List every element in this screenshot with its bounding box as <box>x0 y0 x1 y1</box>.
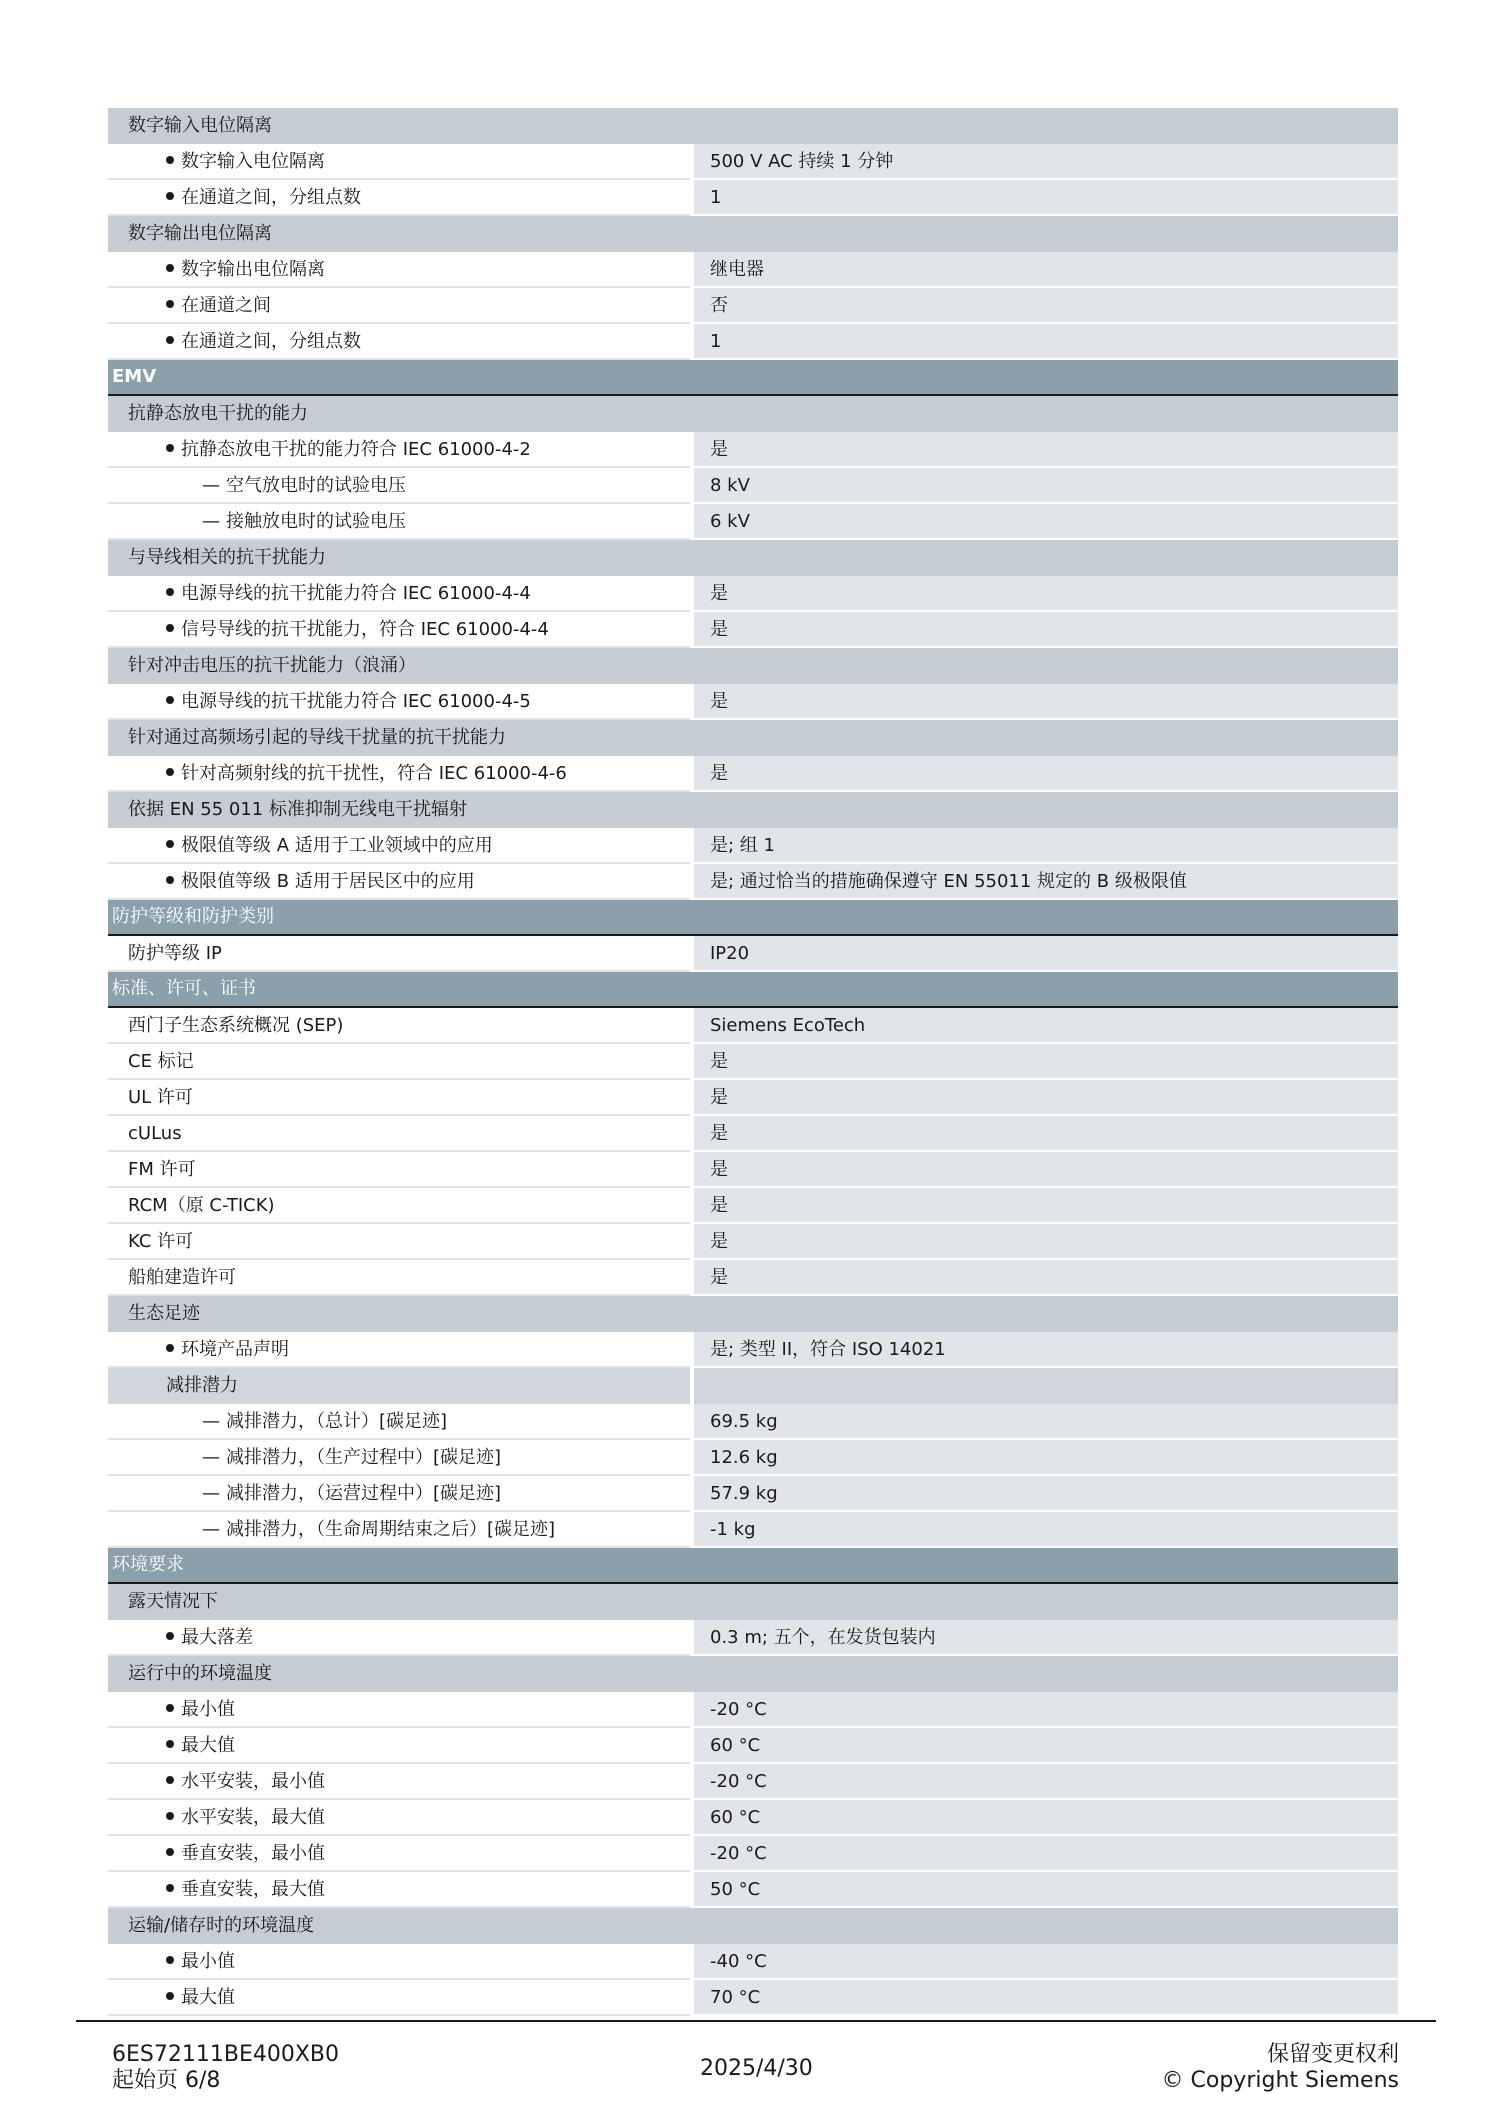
spec-group-row <box>108 1908 1398 1944</box>
spec-label-text: 最大值 <box>181 1735 235 1756</box>
spec-label-text: 接触放电时的试验电压 <box>226 511 406 532</box>
section-header <box>108 1548 1398 1584</box>
spec-row <box>108 1440 1398 1476</box>
spec-value <box>694 1296 1398 1332</box>
spec-label-text: 西门子生态系统概况 (SEP) <box>128 1015 344 1036</box>
spec-label-text: 防护等级 IP <box>128 943 222 964</box>
rights-notice: 保留变更权利 <box>1266 2042 1399 2067</box>
spec-label <box>108 1980 690 2016</box>
spec-label <box>108 252 690 288</box>
bullet-icon <box>166 696 174 704</box>
bullet-icon <box>166 264 174 272</box>
spec-value: 继电器 <box>694 252 1398 288</box>
spec-value: 57.9 kg <box>694 1476 1398 1512</box>
spec-row <box>108 1512 1398 1548</box>
spec-label-text: 最大落差 <box>181 1627 253 1648</box>
spec-label-text: 最小值 <box>181 1951 235 1972</box>
spec-label <box>108 864 690 900</box>
spec-label <box>108 396 690 432</box>
spec-value: 69.5 kg <box>694 1404 1398 1440</box>
spec-value: -1 kg <box>694 1512 1398 1548</box>
spec-group-row <box>108 648 1398 684</box>
spec-label <box>108 180 690 216</box>
spec-table <box>108 108 1398 2016</box>
spec-label <box>108 1260 690 1296</box>
bullet-icon <box>166 1812 174 1820</box>
spec-value: 12.6 kg <box>694 1440 1398 1476</box>
spec-value: 是; 通过恰当的措施确保遵守 EN 55011 规定的 B 级极限值 <box>694 864 1398 900</box>
spec-label <box>108 576 690 612</box>
spec-label-text: 针对高频射线的抗干扰性，符合 IEC 61000-4-6 <box>181 763 567 784</box>
spec-value: 70 °C <box>694 1980 1398 2016</box>
spec-group-row <box>108 216 1398 252</box>
spec-value: 6 kV <box>694 504 1398 540</box>
spec-value: 是 <box>694 1044 1398 1080</box>
spec-label-text: 减排潜力，（运营过程中）[碳足迹] <box>226 1483 502 1504</box>
bullet-icon <box>166 156 174 164</box>
spec-label <box>108 324 690 360</box>
spec-label <box>108 144 690 180</box>
page-indicator: 起始页 6/8 <box>112 2068 221 2093</box>
spec-label <box>108 756 690 792</box>
spec-label-text: 最小值 <box>181 1699 235 1720</box>
spec-group-row <box>108 1296 1398 1332</box>
spec-value: 是 <box>694 1260 1398 1296</box>
spec-label-text: 极限值等级 A 适用于工业领域中的应用 <box>181 835 493 856</box>
spec-label <box>108 1656 690 1692</box>
spec-label <box>108 612 690 648</box>
bullet-icon <box>166 1704 174 1712</box>
spec-label <box>108 1872 690 1908</box>
spec-value: 60 °C <box>694 1800 1398 1836</box>
spec-label-text: 环境产品声明 <box>181 1339 289 1360</box>
spec-label <box>108 828 690 864</box>
spec-value: IP20 <box>694 936 1398 972</box>
spec-label <box>108 540 690 576</box>
spec-row <box>108 1152 1398 1188</box>
spec-value: 是 <box>694 1188 1398 1224</box>
spec-label <box>108 1008 690 1044</box>
spec-value: 是; 类型 II，符合 ISO 14021 <box>694 1332 1398 1368</box>
spec-value: 50 °C <box>694 1872 1398 1908</box>
spec-row <box>108 1764 1398 1800</box>
spec-row <box>108 1224 1398 1260</box>
spec-row <box>108 432 1398 468</box>
spec-row <box>108 1872 1398 1908</box>
bullet-icon <box>166 1848 174 1856</box>
spec-value: -20 °C <box>694 1692 1398 1728</box>
spec-value: 否 <box>694 288 1398 324</box>
spec-value: Siemens EcoTech <box>694 1008 1398 1044</box>
spec-row <box>108 1332 1398 1368</box>
spec-row <box>108 756 1398 792</box>
spec-value: 是 <box>694 756 1398 792</box>
spec-label-text: 数字输入电位隔离 <box>181 151 325 172</box>
spec-value <box>694 396 1398 432</box>
spec-label <box>108 1944 690 1980</box>
spec-value: 8 kV <box>694 468 1398 504</box>
spec-value: 1 <box>694 180 1398 216</box>
spec-value: 0.3 m; 五个，在发货包装内 <box>694 1620 1398 1656</box>
bullet-icon <box>166 1740 174 1748</box>
spec-label-text: UL 许可 <box>128 1087 193 1108</box>
spec-row <box>108 576 1398 612</box>
spec-value: 是; 组 1 <box>694 828 1398 864</box>
spec-label-text: 在通道之间，分组点数 <box>181 187 361 208</box>
spec-label <box>108 1404 690 1440</box>
spec-label <box>108 1188 690 1224</box>
spec-label-text: 空气放电时的试验电压 <box>226 475 406 496</box>
spec-label <box>108 1368 690 1404</box>
section-title: 标准、许可、证书 <box>112 978 256 999</box>
bullet-icon <box>166 840 174 848</box>
dash-icon: — <box>202 1483 220 1504</box>
spec-label-text: 针对冲击电压的抗干扰能力（浪涌） <box>128 655 416 676</box>
spec-label-text: 抗静态放电干扰的能力符合 IEC 61000-4-2 <box>181 439 531 460</box>
spec-label <box>108 648 690 684</box>
spec-label <box>108 1332 690 1368</box>
spec-label-text: 信号导线的抗干扰能力，符合 IEC 61000-4-4 <box>181 619 549 640</box>
spec-label <box>108 684 690 720</box>
spec-label <box>108 1728 690 1764</box>
spec-subgroup-row <box>108 1368 1398 1404</box>
spec-row <box>108 1944 1398 1980</box>
spec-row <box>108 828 1398 864</box>
bullet-icon <box>166 624 174 632</box>
spec-value: -20 °C <box>694 1764 1398 1800</box>
spec-label-text: FM 许可 <box>128 1159 196 1180</box>
spec-group-row <box>108 1584 1398 1620</box>
spec-value: 60 °C <box>694 1728 1398 1764</box>
spec-row <box>108 684 1398 720</box>
spec-value: -20 °C <box>694 1836 1398 1872</box>
spec-row <box>108 1044 1398 1080</box>
spec-label <box>108 1692 690 1728</box>
spec-label <box>108 1044 690 1080</box>
spec-label-text: 数字输出电位隔离 <box>128 223 272 244</box>
spec-group-row <box>108 108 1398 144</box>
spec-label-text: 垂直安装，最大值 <box>181 1879 325 1900</box>
section-title: 环境要求 <box>112 1554 184 1575</box>
footer-date: 2025/4/30 <box>700 2056 813 2081</box>
spec-label <box>108 1800 690 1836</box>
copyright-notice: © Copyright Siemens <box>1161 2068 1399 2093</box>
spec-row <box>108 504 1398 540</box>
spec-label <box>108 1080 690 1116</box>
spec-label-text: 电源导线的抗干扰能力符合 IEC 61000-4-4 <box>181 583 531 604</box>
spec-label <box>108 936 690 972</box>
spec-label-text: 数字输出电位隔离 <box>181 259 325 280</box>
bullet-icon <box>166 1344 174 1352</box>
spec-row <box>108 1404 1398 1440</box>
spec-row <box>108 1188 1398 1224</box>
footer-left <box>112 2042 339 2094</box>
spec-group-row <box>108 1656 1398 1692</box>
spec-label-text: 在通道之间 <box>181 295 271 316</box>
section-header <box>108 900 1398 936</box>
bullet-icon <box>166 1776 174 1784</box>
spec-row <box>108 1116 1398 1152</box>
dash-icon: — <box>202 1519 220 1540</box>
spec-label-text: 依据 EN 55 011 标准抑制无线电干扰辐射 <box>128 799 467 820</box>
spec-value <box>694 648 1398 684</box>
spec-label-text: 数字输入电位隔离 <box>128 115 272 136</box>
spec-value: 是 <box>694 612 1398 648</box>
spec-row <box>108 612 1398 648</box>
spec-label-text: cULus <box>128 1123 182 1144</box>
footer-divider <box>76 2020 1436 2022</box>
footer-right <box>1162 2042 1399 2094</box>
bullet-icon <box>166 1884 174 1892</box>
spec-value <box>694 720 1398 756</box>
spec-label-text: 运行中的环境温度 <box>128 1663 272 1684</box>
spec-value: 是 <box>694 1116 1398 1152</box>
spec-label-text: 与导线相关的抗干扰能力 <box>128 547 326 568</box>
spec-label-text: 船舶建造许可 <box>128 1267 236 1288</box>
spec-group-row <box>108 396 1398 432</box>
spec-label-text: 在通道之间，分组点数 <box>181 331 361 352</box>
bullet-icon <box>166 1632 174 1640</box>
spec-label <box>108 288 690 324</box>
spec-row <box>108 324 1398 360</box>
spec-value: 是 <box>694 576 1398 612</box>
spec-value: 是 <box>694 432 1398 468</box>
spec-label <box>108 1764 690 1800</box>
spec-label <box>108 792 690 828</box>
spec-label <box>108 468 690 504</box>
spec-label <box>108 1908 690 1944</box>
bullet-icon <box>166 1956 174 1964</box>
spec-value <box>694 1584 1398 1620</box>
spec-row <box>108 180 1398 216</box>
spec-label-text: 水平安装，最小值 <box>181 1771 325 1792</box>
bullet-icon <box>166 768 174 776</box>
spec-label <box>108 432 690 468</box>
spec-row <box>108 1836 1398 1872</box>
spec-label-text: KC 许可 <box>128 1231 194 1252</box>
spec-label-text: 极限值等级 B 适用于居民区中的应用 <box>181 871 475 892</box>
spec-label-text: 运输/储存时的环境温度 <box>128 1915 315 1936</box>
spec-value: -40 °C <box>694 1944 1398 1980</box>
dash-icon: — <box>202 1447 220 1468</box>
spec-label-text: 生态足迹 <box>128 1303 200 1324</box>
spec-label <box>108 1836 690 1872</box>
section-header <box>108 360 1398 396</box>
spec-label-text: 减排潜力 <box>166 1375 238 1396</box>
spec-value <box>694 540 1398 576</box>
dash-icon: — <box>202 511 220 532</box>
spec-label-text: 最大值 <box>181 1987 235 2008</box>
dash-icon: — <box>202 475 220 496</box>
spec-value: 是 <box>694 1080 1398 1116</box>
spec-value <box>694 108 1398 144</box>
spec-value <box>694 1368 1398 1404</box>
spec-value: 是 <box>694 1152 1398 1188</box>
spec-group-row <box>108 540 1398 576</box>
spec-label-text: 减排潜力，（总计）[碳足迹] <box>226 1411 448 1432</box>
section-header <box>108 972 1398 1008</box>
spec-value: 500 V AC 持续 1 分钟 <box>694 144 1398 180</box>
spec-label-text: CE 标记 <box>128 1051 194 1072</box>
spec-row <box>108 1980 1398 2016</box>
spec-label-text: 水平安装，最大值 <box>181 1807 325 1828</box>
article-number: 6ES72111BE400XB0 <box>112 2042 339 2067</box>
spec-row <box>108 468 1398 504</box>
spec-label <box>108 504 690 540</box>
spec-row <box>108 936 1398 972</box>
spec-value <box>694 1656 1398 1692</box>
spec-label-text: 减排潜力，（生产过程中）[碳足迹] <box>226 1447 502 1468</box>
spec-label-text: 垂直安装，最小值 <box>181 1843 325 1864</box>
spec-label-text: 减排潜力，（生命周期结束之后）[碳足迹] <box>226 1519 556 1540</box>
spec-label <box>108 1476 690 1512</box>
spec-value <box>694 216 1398 252</box>
spec-label <box>108 720 690 756</box>
bullet-icon <box>166 336 174 344</box>
bullet-icon <box>166 300 174 308</box>
spec-row <box>108 1620 1398 1656</box>
spec-value: 1 <box>694 324 1398 360</box>
spec-label-text: 电源导线的抗干扰能力符合 IEC 61000-4-5 <box>181 691 531 712</box>
bullet-icon <box>166 876 174 884</box>
spec-label <box>108 1224 690 1260</box>
spec-row <box>108 1728 1398 1764</box>
spec-label <box>108 1584 690 1620</box>
spec-row <box>108 1080 1398 1116</box>
spec-label <box>108 216 690 252</box>
spec-value <box>694 1908 1398 1944</box>
spec-label <box>108 1116 690 1152</box>
spec-label-text: 露天情况下 <box>128 1591 218 1612</box>
section-title: EMV <box>112 366 157 387</box>
spec-value <box>694 792 1398 828</box>
dash-icon: — <box>202 1411 220 1432</box>
bullet-icon <box>166 444 174 452</box>
spec-label-text: 抗静态放电干扰的能力 <box>128 403 308 424</box>
spec-label-text: 针对通过高频场引起的导线干扰量的抗干扰能力 <box>128 727 506 748</box>
spec-label <box>108 1512 690 1548</box>
spec-row <box>108 1260 1398 1296</box>
spec-label-text: RCM（原 C-TICK) <box>128 1195 275 1216</box>
spec-value: 是 <box>694 684 1398 720</box>
spec-row <box>108 1692 1398 1728</box>
spec-row <box>108 1476 1398 1512</box>
spec-row <box>108 1008 1398 1044</box>
section-title: 防护等级和防护类别 <box>112 906 274 927</box>
spec-row <box>108 864 1398 900</box>
spec-row <box>108 288 1398 324</box>
spec-group-row <box>108 720 1398 756</box>
spec-row <box>108 144 1398 180</box>
spec-label <box>108 1440 690 1476</box>
spec-group-row <box>108 792 1398 828</box>
spec-label <box>108 1620 690 1656</box>
bullet-icon <box>166 1992 174 2000</box>
spec-row <box>108 1800 1398 1836</box>
spec-value: 是 <box>694 1224 1398 1260</box>
spec-label <box>108 1296 690 1332</box>
bullet-icon <box>166 192 174 200</box>
spec-row <box>108 252 1398 288</box>
spec-label <box>108 1152 690 1188</box>
bullet-icon <box>166 588 174 596</box>
spec-label <box>108 108 690 144</box>
